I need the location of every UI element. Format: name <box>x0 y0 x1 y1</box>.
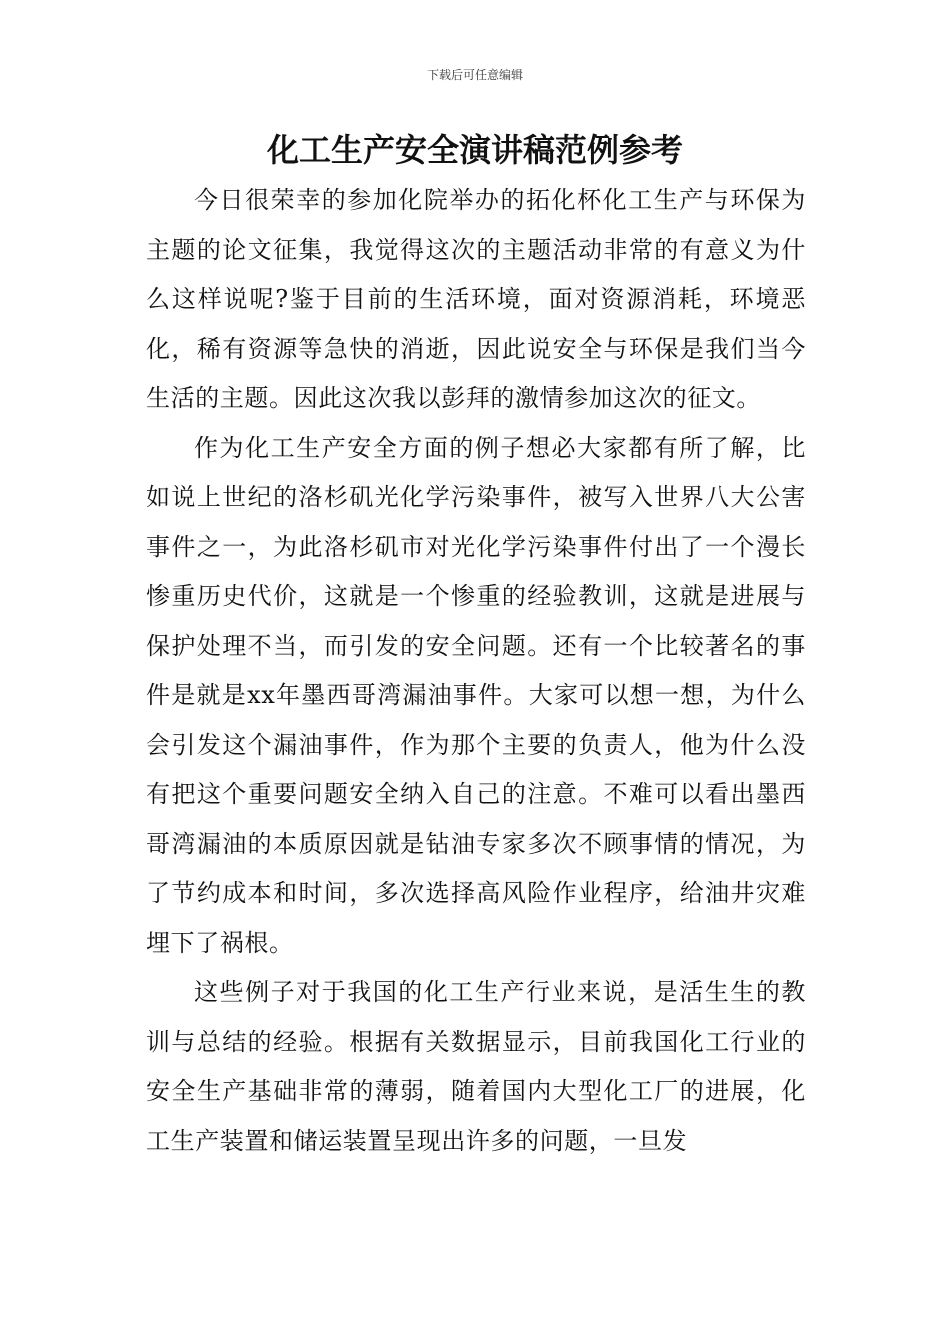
paragraph-2: 作为化工生产安全方面的例子想必大家都有所了解，比如说上世纪的洛杉矶光化学污染事件，被写入世界八大公害事件之一，为此洛杉矶市对光化学污染事件付出了一个漫长惨重历史代价，这就是一个惨重的经验教训，这就是进展与保护处理不当，而引发的安全问题。还有一个比较著名的事件是就是xx年墨西哥湾漏油事件。大家可以想一想，为什么会引发这个漏油事件，作为那个主要的负责人，他为什么没有把这个重要问题安全纳入自己的注意。不难可以看出墨西哥湾漏油的本质原因就是钻油专家多次不顾事情的情况，为了节约成本和时间，多次选择高风险作业程序，给油井灾难埋下了祸根。 <box>146 433 806 957</box>
paragraph-1: 今日很荣幸的参加化院举办的拓化杯化工生产与环保为主题的论文征集，我觉得这次的主题活动非常的有意义为什么这样说呢?鉴于目前的生活环境，面对资源消耗，环境恶化，稀有资源等急快的消逝，因此说安全与环保是我们当今生活的主题。因此这次我以彭拜的激情参加这次的征文。 <box>146 186 806 412</box>
header-note: 下载后可任意编辑 <box>426 68 523 82</box>
paragraph-3: 这些例子对于我国的化工生产行业来说，是活生生的教训与总结的经验。根据有关数据显示，目前我国化工行业的安全生产基础非常的薄弱，随着国内大型化工厂的进展，化工生产装置和储运装置呈现出许多的问题，一旦发 <box>146 978 806 1155</box>
document-title: 化工生产安全演讲稿范例参考 <box>266 131 683 169</box>
document-body <box>146 176 806 1166</box>
